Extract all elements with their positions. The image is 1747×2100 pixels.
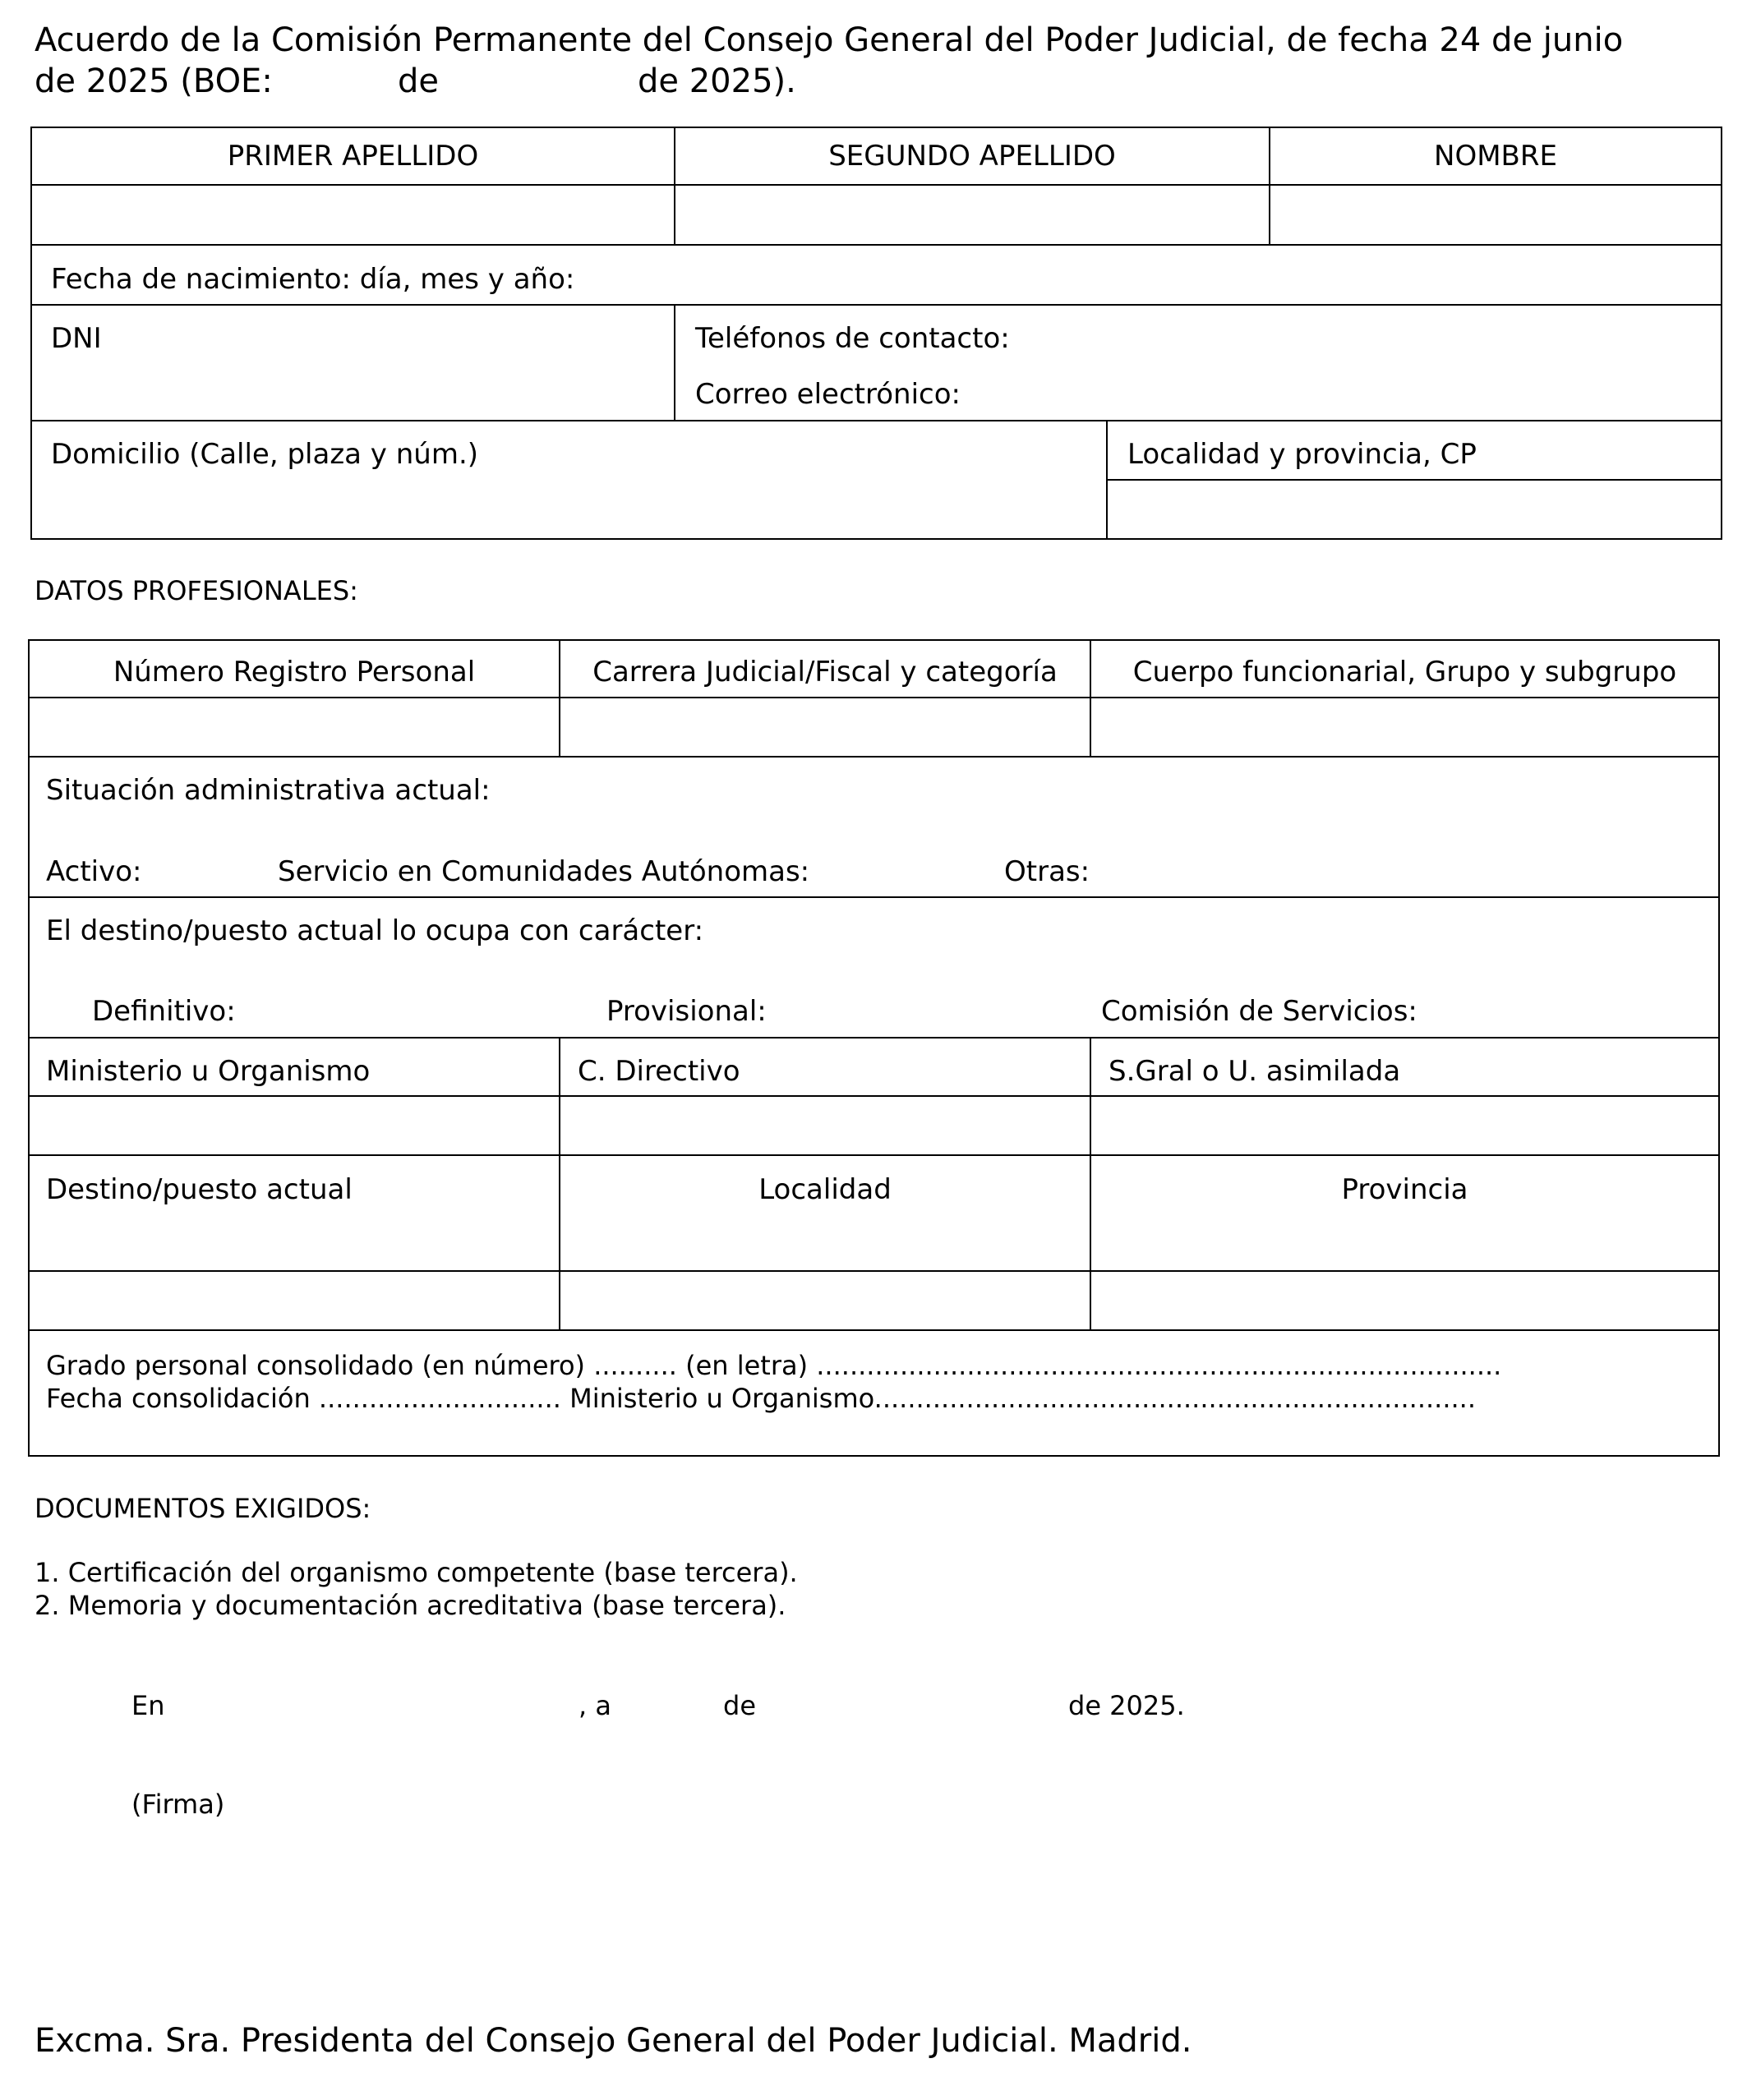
provisional-label: Provisional: [606, 995, 767, 1028]
c-directivo-field[interactable] [560, 1097, 1090, 1154]
professional-table-border [28, 639, 1720, 1457]
provincia-label: Provincia [1341, 1173, 1468, 1206]
servicio-ccaa-label: Servicio en Comunidades Autónomas: [278, 855, 810, 888]
localidad-cp-label: Localidad y provincia, CP [1127, 438, 1477, 471]
documento-item-1: 1. Certificación del organismo competente (base tercera). [35, 1557, 798, 1588]
documento-item-2: 2. Memoria y documentación acreditativa (base tercera). [35, 1590, 786, 1621]
grado-personal-line: Grado personal consolidado (en número) .......... (en letra) .................................................................................. [46, 1350, 1502, 1381]
correo-label: Correo electrónico: [695, 378, 961, 411]
definitivo-label: Definitivo: [92, 995, 236, 1028]
sgral-field[interactable] [1091, 1097, 1718, 1154]
nrp-label: Número Registro Personal [113, 656, 476, 688]
dni-label: DNI [51, 322, 102, 355]
primer-apellido-field[interactable] [32, 186, 674, 244]
destino-caracter-label: El destino/puesto actual lo ocupa con carácter: [46, 914, 704, 947]
segundo-apellido-field[interactable] [675, 186, 1269, 244]
fecha-nacimiento-label: Fecha de nacimiento: día, mes y año: [51, 263, 575, 296]
documentos-title: DOCUMENTOS EXIGIDOS: [35, 1493, 371, 1524]
comision-label: Comisión de Servicios: [1101, 995, 1417, 1028]
situacion-label: Situación administrativa actual: [46, 774, 491, 807]
sgral-label: S.Gral o U. asimilada [1109, 1055, 1401, 1088]
cuerpo-label: Cuerpo funcionarial, Grupo y subgrupo [1132, 656, 1677, 688]
ministerio-field[interactable] [30, 1097, 559, 1154]
segundo-apellido-label: SEGUNDO APELLIDO [828, 140, 1116, 173]
activo-label: Activo: [46, 855, 142, 888]
domicilio-label: Domicilio (Calle, plaza y núm.) [51, 438, 479, 471]
telefonos-label: Teléfonos de contacto: [695, 322, 1010, 355]
localidad-field[interactable] [560, 1272, 1090, 1329]
fecha-de-label: de [723, 1690, 756, 1721]
carrera-label: Carrera Judicial/Fiscal y categoría [592, 656, 1058, 688]
destinatario: Excma. Sra. Presidenta del Consejo General del Poder Judicial. Madrid. [35, 2022, 1192, 2060]
carrera-field[interactable] [560, 698, 1090, 756]
localidad-cp-field[interactable] [1108, 481, 1721, 538]
nombre-field[interactable] [1270, 186, 1721, 244]
nombre-label: NOMBRE [1434, 140, 1557, 173]
header-boe-end: de 2025). [638, 62, 796, 100]
lugar-en-label: En [131, 1690, 165, 1721]
cuerpo-field[interactable] [1091, 698, 1718, 756]
header-line-1: Acuerdo de la Comisión Permanente del Consejo General del Poder Judicial, de fecha 24 de junio [35, 21, 1624, 59]
nrp-field[interactable] [30, 698, 559, 756]
ministerio-label: Ministerio u Organismo [46, 1055, 371, 1088]
c-directivo-label: C. Directivo [578, 1055, 740, 1088]
primer-apellido-label: PRIMER APELLIDO [227, 140, 479, 173]
localidad-label: Localidad [758, 1173, 892, 1206]
firma-label: (Firma) [131, 1789, 225, 1820]
datos-profesionales-title: DATOS PROFESIONALES: [35, 575, 358, 606]
otras-label: Otras: [1004, 855, 1090, 888]
fecha-a-label: , a [578, 1690, 611, 1721]
fecha-year-label: de 2025. [1068, 1690, 1185, 1721]
fecha-consolidacion-line: Fecha consolidación ............................. Ministerio u Organismo........................................................................ [46, 1383, 1477, 1414]
destino-actual-field[interactable] [30, 1272, 559, 1329]
header-boe-de: de [398, 62, 439, 100]
destino-actual-label: Destino/puesto actual [46, 1173, 353, 1206]
provincia-field[interactable] [1091, 1272, 1718, 1329]
header-boe-start: de 2025 (BOE: [35, 62, 273, 100]
